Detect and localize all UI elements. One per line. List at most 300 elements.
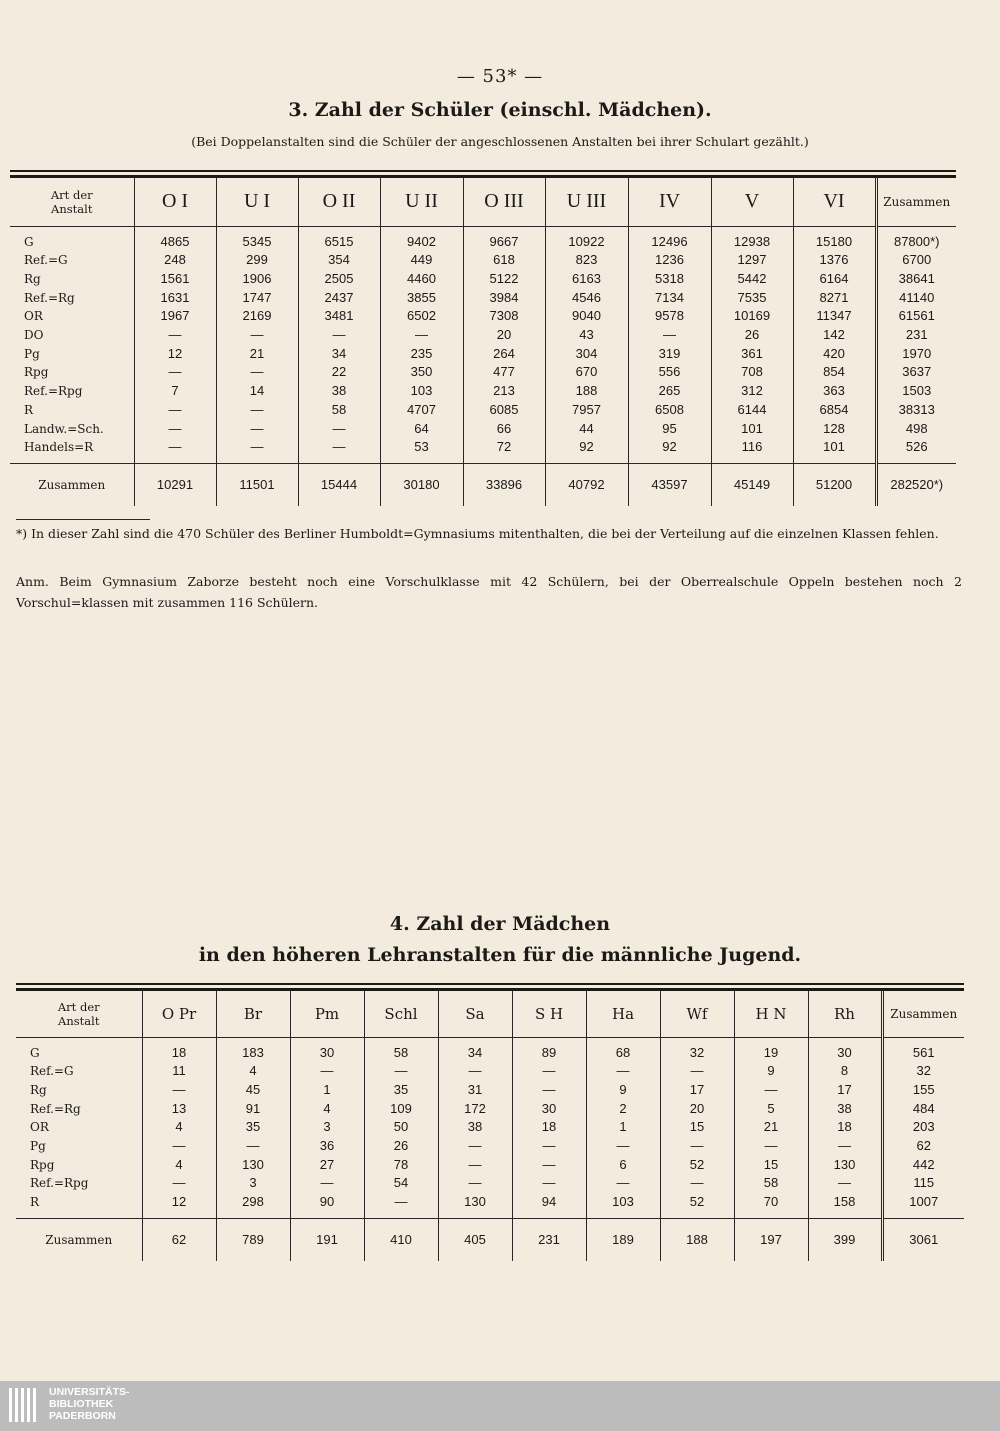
total-cell: 405 [438,1218,512,1261]
table-cell: 7134 [628,289,711,308]
table-row [10,345,956,364]
total-cell: 410 [364,1218,438,1261]
table-cell: 94 [512,1193,586,1218]
table-cell: 5345 [216,226,298,251]
table-cell: 2437 [298,289,380,308]
row-label: R [10,401,134,420]
table-cell: 10922 [545,226,628,251]
total-cell: 40792 [545,463,628,506]
table-cell: 21 [216,345,298,364]
table-cell: 14 [216,382,298,401]
table1-label-header [10,178,134,226]
table-cell: 4 [142,1118,216,1137]
table-cell: 7957 [545,401,628,420]
row-sum: 6700 [876,251,956,270]
table-cell: 1297 [711,251,793,270]
table-cell: 43 [545,326,628,345]
table-cell: 420 [793,345,876,364]
row-label: Ref.=Rg [16,1100,142,1119]
table-cell: 1 [586,1118,660,1137]
table-cell: 6164 [793,270,876,289]
table-cell: 15 [660,1118,734,1137]
table1-top-rule [10,170,956,172]
table-cell: — [438,1137,512,1156]
row-sum: 115 [882,1174,964,1193]
table-row [10,289,956,308]
total-label: Zusammen [10,463,134,506]
table-cell: 6163 [545,270,628,289]
table-cell: 477 [463,363,545,382]
table-cell: 52 [660,1193,734,1218]
table1-sum-header: Zusammen [876,178,956,226]
table-cell: 95 [628,420,711,439]
row-sum: 38313 [876,401,956,420]
table-cell: 670 [545,363,628,382]
table-cell: 31 [438,1081,512,1100]
table-cell: 20 [463,326,545,345]
total-cell: 191 [290,1218,364,1261]
table-cell: 1376 [793,251,876,270]
row-sum: 32 [882,1062,964,1081]
table-cell: 66 [463,420,545,439]
table-cell: 6508 [628,401,711,420]
table-cell: 298 [216,1193,290,1218]
table-cell: — [364,1193,438,1218]
total-cell: 197 [734,1218,808,1261]
table1-col-header: U II [380,178,463,226]
row-label: Rg [10,270,134,289]
table-cell: 618 [463,251,545,270]
table-cell: 265 [628,382,711,401]
table-cell: 3481 [298,307,380,326]
table-cell: 12496 [628,226,711,251]
table-cell: 15180 [793,226,876,251]
table-cell: 103 [380,382,463,401]
table-cell: 20 [660,1100,734,1119]
total-cell: 11501 [216,463,298,506]
total-row [10,463,956,506]
table-cell: 264 [463,345,545,364]
table-cell: — [134,326,216,345]
table-cell: 6085 [463,401,545,420]
table-cell: 7308 [463,307,545,326]
table1-col-header: O II [298,178,380,226]
table-row [10,401,956,420]
table-cell: 128 [793,420,876,439]
table-cell: 44 [545,420,628,439]
row-label: OR [10,307,134,326]
row-label: DO [10,326,134,345]
table-cell: — [512,1174,586,1193]
row-label: R [16,1193,142,1218]
table2-subtitle: in den höheren Lehranstalten für die männliche Jugend. [198,944,802,966]
table-cell: — [216,1137,290,1156]
row-sum: 38641 [876,270,956,289]
table-cell: 142 [793,326,876,345]
table-cell: 8 [808,1062,882,1081]
table-cell: 3 [290,1118,364,1137]
table-cell: — [438,1062,512,1081]
table-cell: 36 [290,1137,364,1156]
table-cell: 58 [298,401,380,420]
table-cell: 183 [216,1037,290,1062]
row-label: Ref.=Rpg [16,1174,142,1193]
row-label: Pg [16,1137,142,1156]
table-cell: — [380,326,463,345]
table-cell: 38 [438,1118,512,1137]
row-label: Ref.=G [10,251,134,270]
table1-col-header: V [711,178,793,226]
table-cell: 101 [793,438,876,463]
table-cell: 4 [290,1100,364,1119]
label-header-line2: Anstalt [58,1013,100,1028]
table-cell: — [512,1081,586,1100]
table-cell: 34 [298,345,380,364]
table-row [10,251,956,270]
table-cell: 8271 [793,289,876,308]
table-cell: 35 [216,1118,290,1137]
table2-col-header: O Pr [142,991,216,1037]
table-cell: 26 [711,326,793,345]
table-cell: 12 [142,1193,216,1218]
total-cell: 30180 [380,463,463,506]
table-cell: — [364,1062,438,1081]
table2-col-header: Schl [364,991,438,1037]
table-cell: 11347 [793,307,876,326]
table-cell: 4460 [380,270,463,289]
row-label: Ref.=G [16,1062,142,1081]
row-sum: 155 [882,1081,964,1100]
table-cell: 10169 [711,307,793,326]
table-cell: 708 [711,363,793,382]
table-cell: 172 [438,1100,512,1119]
total-cell: 10291 [134,463,216,506]
table-row [16,1156,964,1175]
table-cell: 2169 [216,307,298,326]
total-cell: 188 [660,1218,734,1261]
table-cell: 27 [290,1156,364,1175]
table-cell: 188 [545,382,628,401]
grand-total: 282520*) [876,463,956,506]
total-label: Zusammen [16,1218,142,1261]
table-cell: 248 [134,251,216,270]
table-cell: 21 [734,1118,808,1137]
table1-title: 3. Zahl der Schüler (einschl. Mädchen). [288,99,712,121]
table-cell: 354 [298,251,380,270]
table-cell: 6502 [380,307,463,326]
table1-subtitle: (Bei Doppelanstalten sind die Schüler der angeschlossenen Anstalten bei ihrer Schulart gezählt.) [191,134,809,149]
table-cell: 556 [628,363,711,382]
table-cell: 50 [364,1118,438,1137]
table2-col-header: H N [734,991,808,1037]
table-cell: 299 [216,251,298,270]
table-cell: 361 [711,345,793,364]
row-label: Pg [10,345,134,364]
table-cell: 72 [463,438,545,463]
table-cell: 319 [628,345,711,364]
table-cell: 52 [660,1156,734,1175]
total-cell: 399 [808,1218,882,1261]
total-cell: 15444 [298,463,380,506]
total-cell: 33896 [463,463,545,506]
table-cell: 130 [438,1193,512,1218]
table2-sum-header: Zusammen [882,991,964,1037]
table2-top-rule [16,983,964,985]
table2-label-header [16,991,142,1037]
table-row [10,363,956,382]
row-label: Ref.=Rg [10,289,134,308]
label-header-line1: Art der [50,187,93,202]
table-cell: — [216,401,298,420]
footnote: *) In dieser Zahl sind die 470 Schüler des Berliner Humboldt=Gymnasiums mitenthalten, die bei der Verteilung auf die einzelnen Klassen fehlen. [16,526,939,541]
table-cell: 363 [793,382,876,401]
label-header-line2: Anstalt [51,201,93,216]
table-cell: 823 [545,251,628,270]
table-cell: 53 [380,438,463,463]
table-cell: — [586,1174,660,1193]
table-row [16,1193,964,1218]
table-cell: 5318 [628,270,711,289]
table2-col-header: Wf [660,991,734,1037]
table-cell: 68 [586,1037,660,1062]
table-cell: 449 [380,251,463,270]
table-cell: 5 [734,1100,808,1119]
table-row [16,1137,964,1156]
table-cell: 109 [364,1100,438,1119]
table-cell: 30 [512,1100,586,1119]
table-cell: 304 [545,345,628,364]
table-cell: 6854 [793,401,876,420]
row-sum: 41140 [876,289,956,308]
row-sum: 61561 [876,307,956,326]
total-cell: 789 [216,1218,290,1261]
table-cell: — [134,363,216,382]
table1-col-header: O I [134,178,216,226]
total-cell: 51200 [793,463,876,506]
row-sum: 526 [876,438,956,463]
table-cell: — [142,1174,216,1193]
library-name-line2: BIBLIOTHEK [49,1398,114,1410]
table-cell: 5442 [711,270,793,289]
row-sum: 62 [882,1137,964,1156]
table-cell: — [586,1062,660,1081]
table-cell: 312 [711,382,793,401]
table-cell: 854 [793,363,876,382]
table-cell: 235 [380,345,463,364]
table1-col-header: U III [545,178,628,226]
table-cell: 89 [512,1037,586,1062]
table-cell: 3855 [380,289,463,308]
table-cell: 18 [512,1118,586,1137]
table-row [10,326,956,345]
table1 [10,178,956,506]
table-cell: 5122 [463,270,545,289]
table-row [10,307,956,326]
row-label: Rpg [10,363,134,382]
table-cell: 1236 [628,251,711,270]
table-cell: 130 [216,1156,290,1175]
table-cell: 1631 [134,289,216,308]
table-cell: — [512,1062,586,1081]
table-cell: 1561 [134,270,216,289]
table-cell: 6144 [711,401,793,420]
table-cell: — [134,420,216,439]
table-cell: 213 [463,382,545,401]
row-sum: 231 [876,326,956,345]
table-cell: — [808,1174,882,1193]
row-sum: 1970 [876,345,956,364]
table-row [16,1037,964,1062]
table-cell: 13 [142,1100,216,1119]
table-cell: 54 [364,1174,438,1193]
total-cell: 62 [142,1218,216,1261]
table-row [10,438,956,463]
table-cell: — [438,1174,512,1193]
row-sum: 561 [882,1037,964,1062]
table-cell: 4546 [545,289,628,308]
table-cell: — [438,1156,512,1175]
table-row [16,1118,964,1137]
table-cell: — [298,326,380,345]
table-cell: — [734,1137,808,1156]
table-cell: 91 [216,1100,290,1119]
row-sum: 498 [876,420,956,439]
table-cell: 11 [142,1062,216,1081]
table2-title: 4. Zahl der Mädchen [389,913,611,935]
table-cell: 9040 [545,307,628,326]
library-name-line3: PADERBORN [49,1410,116,1422]
table-cell: 1906 [216,270,298,289]
table-cell: 350 [380,363,463,382]
table-cell: — [290,1174,364,1193]
table-cell: — [660,1137,734,1156]
table-row [16,1062,964,1081]
table-cell: 4707 [380,401,463,420]
table-cell: 58 [734,1174,808,1193]
table-cell: 7 [134,382,216,401]
row-sum: 3637 [876,363,956,382]
annotation: Anm. Beim Gymnasium Zaborze besteht noch eine Vorschulklasse mit 42 Schülern, bei der Oberrealschule Oppeln bestehen noch 2 Vorschul=klassen mit zusammen 116 Schülern. [16,574,962,610]
table-cell: 101 [711,420,793,439]
table2-col-header: S H [512,991,586,1037]
total-cell: 45149 [711,463,793,506]
table-cell: 130 [808,1156,882,1175]
table1-col-header: U I [216,178,298,226]
table-cell: 9402 [380,226,463,251]
grand-total: 3061 [882,1218,964,1261]
table-cell: 4 [142,1156,216,1175]
row-sum: 203 [882,1118,964,1137]
row-label: G [10,226,134,251]
table-cell: 4 [216,1062,290,1081]
row-label: Ref.=Rpg [10,382,134,401]
table-cell: 116 [711,438,793,463]
table-cell: — [298,438,380,463]
table-cell: 6 [586,1156,660,1175]
row-label: OR [16,1118,142,1137]
table-cell: — [216,363,298,382]
table-cell: — [142,1137,216,1156]
table1-col-header: O III [463,178,545,226]
table-cell: 18 [142,1037,216,1062]
table-cell: 9 [586,1081,660,1100]
table-cell: 32 [660,1037,734,1062]
table-cell: 90 [290,1193,364,1218]
table-cell: — [808,1137,882,1156]
table-cell: 9 [734,1062,808,1081]
row-label: Rpg [16,1156,142,1175]
label-header-line1: Art der [57,999,100,1014]
table-cell: 3 [216,1174,290,1193]
row-label: Handels=R [10,438,134,463]
library-name [49,1386,130,1422]
table-cell: 103 [586,1193,660,1218]
table-cell: 2 [586,1100,660,1119]
table-cell: 9667 [463,226,545,251]
table2-col-header: Pm [290,991,364,1037]
table-cell: 45 [216,1081,290,1100]
table-cell: 22 [298,363,380,382]
table-row [10,270,956,289]
total-cell: 189 [586,1218,660,1261]
table-row [16,1174,964,1193]
table2-col-header: Rh [808,991,882,1037]
table-cell: 92 [628,438,711,463]
row-label: G [16,1037,142,1062]
table-cell: 92 [545,438,628,463]
table2-col-header: Sa [438,991,512,1037]
table-row [10,420,956,439]
table-cell: — [298,420,380,439]
table-cell: — [134,401,216,420]
table-cell: 30 [808,1037,882,1062]
table1-col-header: VI [793,178,876,226]
table-cell: 1747 [216,289,298,308]
row-sum: 1503 [876,382,956,401]
row-sum: 87800*) [876,226,956,251]
table-cell: 2505 [298,270,380,289]
table-cell: 4865 [134,226,216,251]
table-cell: 38 [298,382,380,401]
table-cell: 64 [380,420,463,439]
table-cell: 34 [438,1037,512,1062]
table2-col-header: Ha [586,991,660,1037]
table-cell: 58 [364,1037,438,1062]
table-cell: 12938 [711,226,793,251]
table-cell: — [660,1062,734,1081]
table-cell: 18 [808,1118,882,1137]
library-logo-icon [6,1384,42,1426]
table-cell: 15 [734,1156,808,1175]
row-sum: 1007 [882,1193,964,1218]
table1-col-header: IV [628,178,711,226]
table-cell: 26 [364,1137,438,1156]
table-cell: — [216,420,298,439]
row-sum: 442 [882,1156,964,1175]
table-cell: — [290,1062,364,1081]
table-cell: — [628,326,711,345]
row-sum: 484 [882,1100,964,1119]
table-cell: 12 [134,345,216,364]
table-cell: — [134,438,216,463]
table-cell: 78 [364,1156,438,1175]
table-cell: 19 [734,1037,808,1062]
library-watermark-bar [0,1381,1000,1431]
total-row [16,1218,964,1261]
row-label: Landw.=Sch. [10,420,134,439]
table-cell: 3984 [463,289,545,308]
total-cell: 231 [512,1218,586,1261]
